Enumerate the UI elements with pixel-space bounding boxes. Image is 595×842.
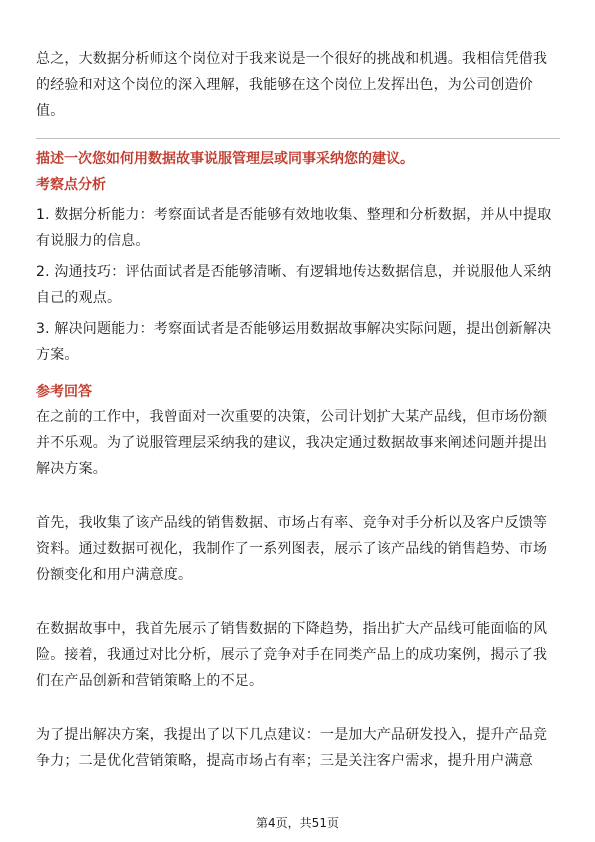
- answer-paragraph: 首先，我收集了该产品线的销售数据、市场占有率、竞争对手分析以及客户反馈等资料。通过数据可视化，我制作了一系列图表，展示了该产品线的销售趋势、市场份额变化和用户满意度。: [36, 515, 548, 583]
- document-page: [36, 46, 560, 774]
- question-heading: 描述一次您如何用数据故事说服管理层或同事采纳您的建议。: [36, 151, 414, 167]
- section-divider: [36, 138, 560, 139]
- page-footer: 第4页，共51页: [256, 816, 339, 830]
- answer-paragraph: 在数据故事中，我首先展示了销售数据的下降趋势，指出扩大产品线可能面临的风险。接着，我通过对比分析，展示了竞争对手在同类产品上的成功案例，揭示了我们在产品创新和营销策略上的不足。: [36, 621, 548, 689]
- analysis-item: 2. 沟通技巧：评估面试者是否能够清晰、有逻辑地传达数据信息，并说服他人采纳自己的观点。: [36, 264, 552, 306]
- answer-paragraph: 为了提出解决方案，我提出了以下几点建议：一是加大产品研发投入，提升产品竞争力；二是优化营销策略，提高市场占有率；三是关注客户需求，提升用户满意: [36, 727, 548, 769]
- intro-paragraph: 总之，大数据分析师这个岗位对于我来说是一个很好的挑战和机遇。我相信凭借我的经验和对这个岗位的深入理解，我能够在这个岗位上发挥出色，为公司创造价值。: [36, 51, 548, 119]
- answer-title: 参考回答: [36, 384, 92, 400]
- analysis-title: 考察点分析: [36, 177, 106, 193]
- analysis-item: 1. 数据分析能力：考察面试者是否能够有效地收集、整理和分析数据，并从中提取有说服力的信息。: [36, 207, 552, 249]
- answer-paragraph: 在之前的工作中，我曾面对一次重要的决策，公司计划扩大某产品线，但市场份额并不乐观。为了说服管理层采纳我的建议，我决定通过数据故事来阐述问题并提出解决方案。: [36, 409, 548, 477]
- analysis-item: 3. 解决问题能力：考察面试者是否能够运用数据故事解决实际问题，提出创新解决方案。: [36, 321, 552, 363]
